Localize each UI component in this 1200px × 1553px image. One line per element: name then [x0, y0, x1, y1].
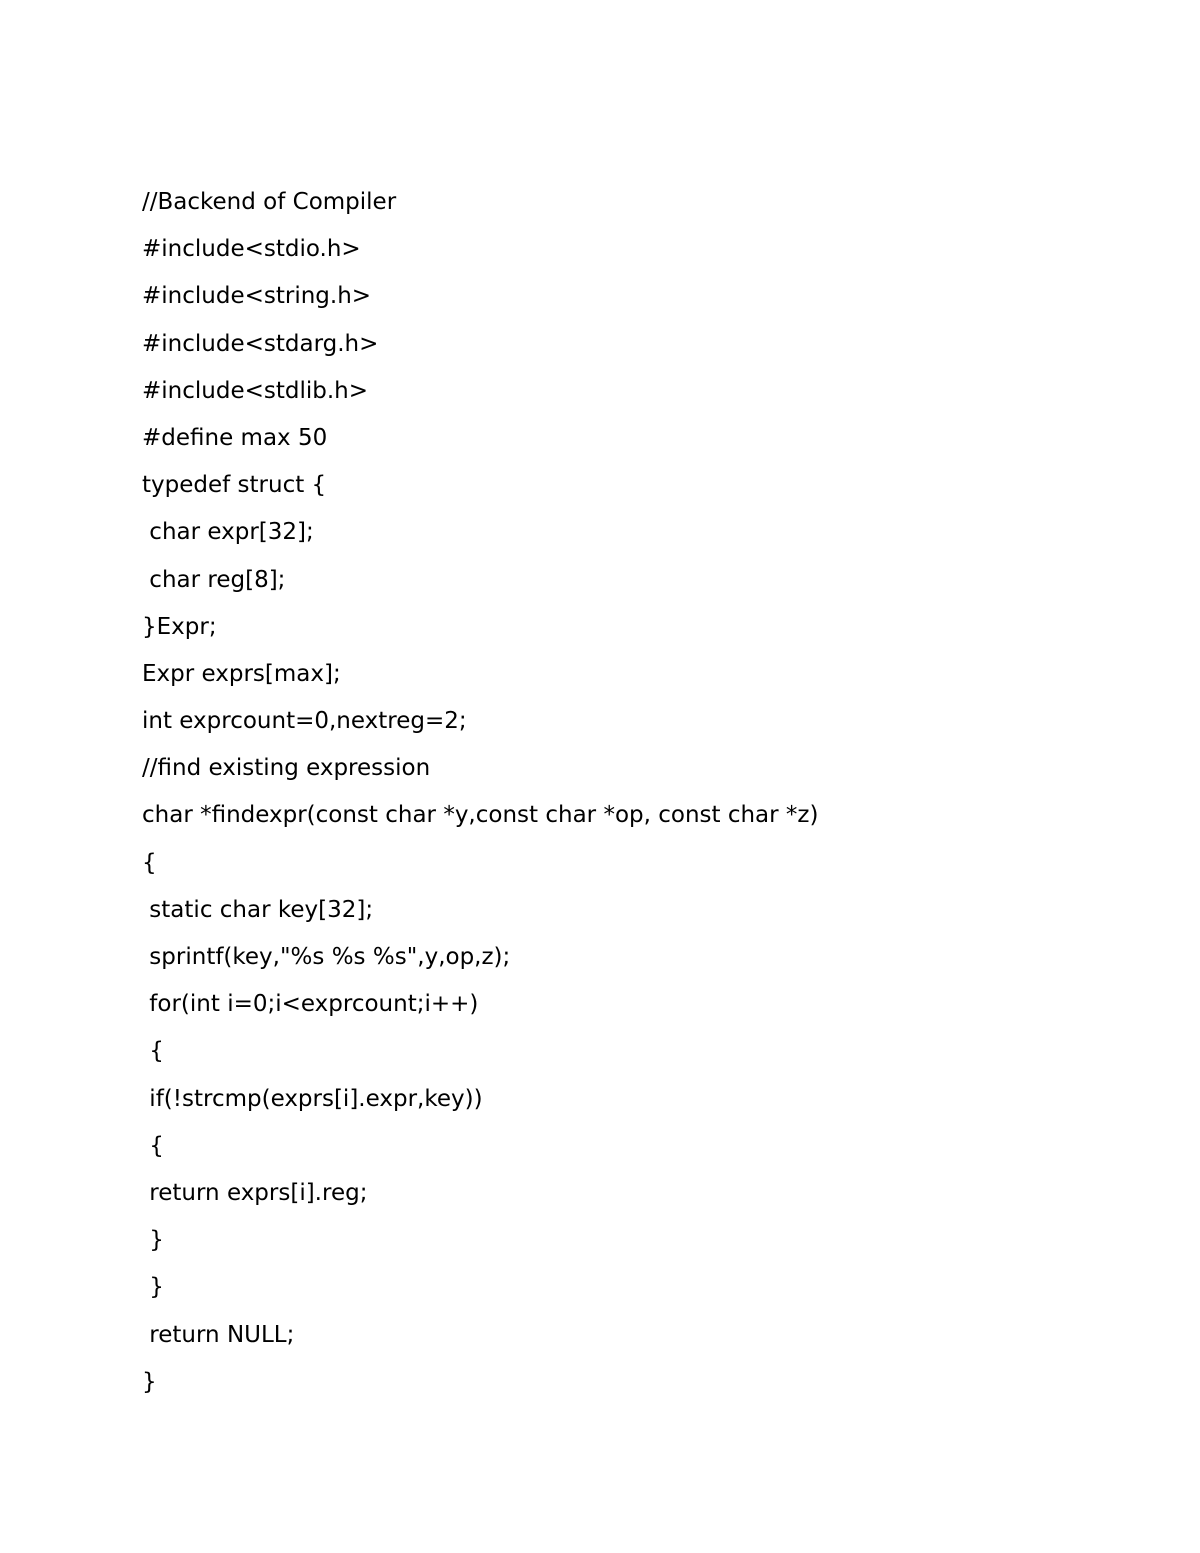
code-line: } — [142, 1227, 164, 1254]
code-line: typedef struct { — [142, 472, 327, 499]
code-line: #include<string.h> — [142, 283, 372, 310]
code-line: static char key[32]; — [142, 896, 374, 923]
code-line: int exprcount=0,nextreg=2; — [142, 708, 467, 735]
code-line: } — [142, 1368, 157, 1395]
code-line: Expr exprs[max]; — [142, 660, 341, 687]
code-line: return NULL; — [142, 1321, 295, 1348]
code-line: #include<stdlib.h> — [142, 377, 369, 404]
code-line: { — [142, 1132, 164, 1159]
code-line: for(int i=0;i<exprcount;i++) — [142, 991, 479, 1018]
code-listing — [142, 184, 1122, 1411]
code-line: if(!strcmp(exprs[i].expr,key)) — [142, 1085, 483, 1112]
code-line: } — [142, 1274, 164, 1301]
code-line: char expr[32]; — [142, 519, 314, 546]
code-line: #include<stdarg.h> — [142, 330, 379, 357]
code-line: //Backend of Compiler — [142, 189, 397, 215]
code-line: { — [142, 849, 157, 876]
code-line: char *findexpr(const char *y,const char *op, const char *z) — [142, 802, 819, 829]
code-line: return exprs[i].reg; — [142, 1179, 368, 1206]
code-line: #define max 50 — [142, 424, 328, 451]
code-line: #include<stdio.h> — [142, 236, 361, 263]
code-line: sprintf(key,"%s %s %s",y,op,z); — [142, 944, 511, 970]
code-line: char reg[8]; — [142, 566, 286, 593]
code-line: }Expr; — [142, 613, 217, 640]
code-line: { — [142, 1038, 164, 1065]
code-line: //find existing expression — [142, 755, 431, 782]
